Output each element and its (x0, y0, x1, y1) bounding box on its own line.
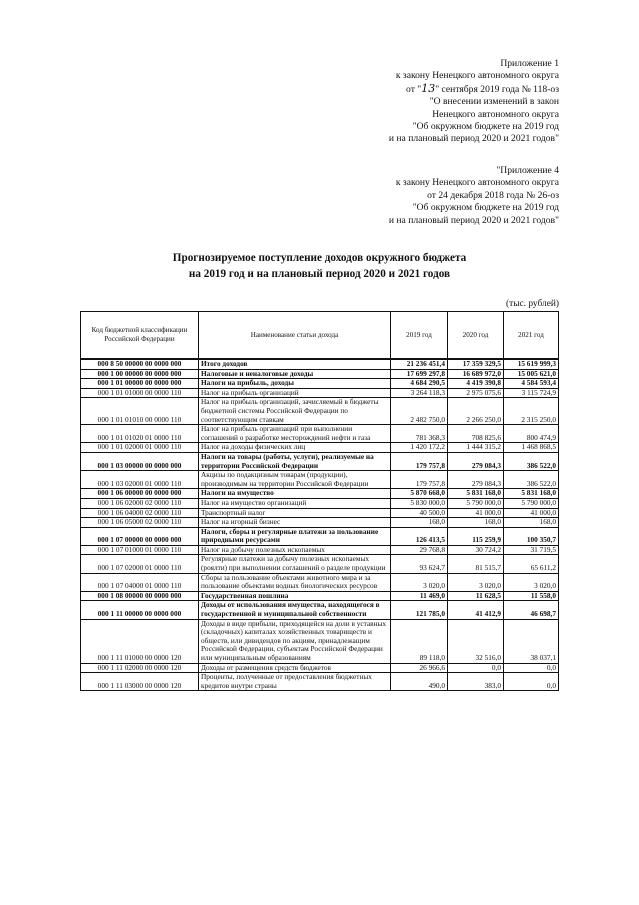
row-name: Налог на прибыль организаций, зачисляемый в бюджеты бюджетной системы Российской Федерации по соответствующим ставкам (199, 398, 391, 425)
row-2020: 279 084,3 (448, 471, 504, 489)
row-2019: 21 236 451,4 (391, 359, 448, 369)
annex-4-line4: "Об окружном бюджете на 2019 год (412, 202, 559, 214)
row-code: 000 1 07 02000 01 0000 110 (81, 555, 199, 573)
row-name: Налог на прибыль организаций (199, 388, 391, 398)
row-code: 000 1 01 02000 01 0000 110 (81, 443, 199, 453)
table-row (81, 518, 559, 528)
row-code: 000 1 11 03000 00 0000 120 (81, 673, 199, 691)
annex-4-line1: "Приложение 4 (496, 165, 559, 176)
annex-4-block (389, 165, 559, 227)
row-2019: 490,0 (391, 673, 448, 691)
row-code: 000 1 06 00000 00 0000 000 (81, 489, 199, 499)
table-row (81, 498, 559, 508)
row-2020: 1 444 315,2 (448, 443, 504, 453)
table-row (81, 573, 559, 591)
row-code: 000 1 06 05000 02 0000 110 (81, 518, 199, 528)
row-2020: 11 628,5 (448, 591, 504, 601)
row-name: Налог на прибыль организаций при выполнении соглашений о разработке месторождений нефти и газа (199, 425, 391, 443)
table-row (81, 379, 559, 389)
row-name: Налоги на товары (работы, услуги), реализуемые на территории Российской Федерации (199, 452, 391, 470)
row-2019: 179 757,8 (391, 471, 448, 489)
row-2020: 30 724,2 (448, 545, 504, 555)
annex-1-line6: "Об окружном бюджете на 2019 год (412, 121, 559, 133)
row-2020: 115 259,9 (448, 527, 504, 545)
row-name: Регулярные платежи за добычу полезных ископаемых (роялти) при выполнении соглашений о разделе продукции (199, 555, 391, 573)
row-2019: 93 624,7 (391, 555, 448, 573)
annex-1-line4: "О внесении изменений в закон (429, 96, 559, 108)
row-2019: 40 500,0 (391, 508, 448, 518)
row-2020: 708 825,6 (448, 425, 504, 443)
annex-1-date-suffix: " сентября 2019 года № 118-оз (435, 83, 559, 95)
row-2020: 0,0 (448, 663, 504, 673)
annex-1-line1: Приложение 1 (500, 58, 559, 69)
row-2021: 65 611,2 (504, 555, 559, 573)
row-name: Доходы в виде прибыли, приходящейся на доли в уставных (складочных) капиталах хозяйственных товариществ и обществ, или дивидендов по акциям, принадлежащим Российской Федерации, субъектам Российской Федерации или муниципальным образованиям (199, 619, 391, 663)
row-name: Налог на добычу полезных ископаемых (199, 545, 391, 555)
row-2019: 89 118,0 (391, 619, 448, 663)
row-2021: 100 350,7 (504, 527, 559, 545)
row-name: Налоги на имущество (199, 489, 391, 499)
header-code: Код бюджетной классификации Российской Федерации (81, 312, 199, 360)
row-2020: 3 020,0 (448, 573, 504, 591)
units-label: (тыс. рублей) (505, 299, 559, 309)
row-code: 000 1 08 00000 00 0000 000 (81, 591, 199, 601)
row-2021: 38 037,1 (504, 619, 559, 663)
table-row (81, 359, 559, 369)
table-row (81, 527, 559, 545)
row-name: Налог на игорный бизнес (199, 518, 391, 528)
row-name: Налог на имущество организаций (199, 498, 391, 508)
row-2019: 3 020,0 (391, 573, 448, 591)
row-code: 000 1 03 00000 00 0000 000 (81, 452, 199, 470)
row-2020: 41 412,9 (448, 601, 504, 619)
row-2019: 1 420 172,2 (391, 443, 448, 453)
row-2021: 386 522,0 (504, 471, 559, 489)
handwritten-day: 13 (421, 81, 436, 95)
row-code: 000 1 06 04000 02 0000 110 (81, 508, 199, 518)
row-name: Налоги на прибыль, доходы (199, 379, 391, 389)
annex-1-line7: и на плановый период 2020 и 2021 годов" (388, 133, 559, 145)
row-2019: 4 684 290,5 (391, 379, 448, 389)
table-row (81, 619, 559, 663)
row-2020: 2 975 075,6 (448, 388, 504, 398)
row-code: 000 1 07 01000 01 0000 110 (81, 545, 199, 555)
row-2019: 17 699 297,8 (391, 369, 448, 379)
row-2020: 32 516,0 (448, 619, 504, 663)
row-2019: 29 768,8 (391, 545, 448, 555)
row-2021: 800 474,9 (504, 425, 559, 443)
table-body (81, 359, 559, 691)
row-name: Налоговые и неналоговые доходы (199, 369, 391, 379)
row-2021: 0,0 (504, 673, 559, 691)
document-title (0, 250, 639, 282)
annex-1-line5: Ненецкого автономного округа (432, 108, 559, 120)
table-row (81, 398, 559, 425)
header-2019: 2019 год (391, 312, 448, 360)
row-name: Доходы от использования имущества, находящегося в государственной и муниципальной собственности (199, 601, 391, 619)
table-row (81, 443, 559, 453)
annex-1-block (389, 58, 559, 146)
row-name: Налоги, сборы и регулярные платежи за пользование природными ресурсами (199, 527, 391, 545)
row-2021: 15 005 621,0 (504, 369, 559, 379)
table-row (81, 673, 559, 691)
header-name: Наименование статьи дохода (199, 312, 391, 360)
row-2020: 41 000,0 (448, 508, 504, 518)
row-2020: 2 266 250,0 (448, 398, 504, 425)
table-header-row (81, 312, 559, 360)
table-row (81, 471, 559, 489)
row-2019: 26 966,6 (391, 663, 448, 673)
row-2020: 17 359 329,5 (448, 359, 504, 369)
annex-1-date-prefix: от " (406, 83, 422, 95)
row-2021: 11 558,0 (504, 591, 559, 601)
row-code: 000 1 01 01010 00 0000 110 (81, 398, 199, 425)
annex-1-line2: к закону Ненецкого автономного округа (395, 70, 559, 82)
row-code: 000 1 07 04000 01 0000 110 (81, 573, 199, 591)
table-row (81, 452, 559, 470)
row-2020: 81 515,7 (448, 555, 504, 573)
document-title-line2: на 2019 год и на плановый период 2020 и 2021 годов (188, 268, 451, 280)
row-2021: 4 584 593,4 (504, 379, 559, 389)
row-code: 000 1 01 00000 00 0000 000 (81, 379, 199, 389)
table-row (81, 555, 559, 573)
annex-1-line3 (389, 83, 559, 96)
row-2021: 386 522,0 (504, 452, 559, 470)
row-code: 000 1 11 01000 00 0000 120 (81, 619, 199, 663)
row-2020: 279 084,3 (448, 452, 504, 470)
table-row (81, 425, 559, 443)
row-2019: 2 482 750,0 (391, 398, 448, 425)
row-name: Налог на доходы физических лиц (199, 443, 391, 453)
row-2021: 3 020,0 (504, 573, 559, 591)
row-2021: 31 719,5 (504, 545, 559, 555)
row-name: Государственная пошлина (199, 591, 391, 601)
row-name: Акцизы по подакцизным товарам (продукции), производимым на территории Российской Федерации (199, 471, 391, 489)
row-2021: 1 468 868,5 (504, 443, 559, 453)
table-row (81, 601, 559, 619)
table-row (81, 489, 559, 499)
annex-4-line3: от 24 декабря 2018 года № 26-оз (427, 189, 559, 201)
row-2021: 2 315 250,0 (504, 398, 559, 425)
row-name: Сборы за пользование объектами животного мира и за пользование объектами водных биологических ресурсов (199, 573, 391, 591)
row-code: 000 1 07 00000 00 0000 000 (81, 527, 199, 545)
row-2020: 383,0 (448, 673, 504, 691)
row-2019: 11 469,0 (391, 591, 448, 601)
row-2021: 41 000,0 (504, 508, 559, 518)
row-2019: 168,0 (391, 518, 448, 528)
row-2020: 5 831 168,0 (448, 489, 504, 499)
header-2021: 2021 год (504, 312, 559, 360)
row-code: 000 1 11 00000 00 0000 000 (81, 601, 199, 619)
row-2020: 4 419 390,8 (448, 379, 504, 389)
row-2019: 121 785,0 (391, 601, 448, 619)
row-2021: 5 831 168,0 (504, 489, 559, 499)
revenue-table (80, 311, 559, 691)
row-code: 000 1 06 02000 02 0000 110 (81, 498, 199, 508)
row-name: Итого доходов (199, 359, 391, 369)
row-2019: 179 757,8 (391, 452, 448, 470)
row-code: 000 1 01 01000 00 0000 110 (81, 388, 199, 398)
row-2020: 5 790 000,0 (448, 498, 504, 508)
row-name: Доходы от размещения средств бюджетов (199, 663, 391, 673)
row-2021: 46 698,7 (504, 601, 559, 619)
annex-4-line5: и на плановый период 2020 и 2021 годов" (388, 214, 559, 226)
row-2020: 16 689 972,0 (448, 369, 504, 379)
row-code: 000 1 00 00000 00 0000 000 (81, 369, 199, 379)
row-2019: 5 870 668,0 (391, 489, 448, 499)
row-2019: 5 830 000,0 (391, 498, 448, 508)
row-2019: 781 368,3 (391, 425, 448, 443)
header-2020: 2020 год (448, 312, 504, 360)
row-name: Проценты, полученные от предоставления бюджетных кредитов внутри страны (199, 673, 391, 691)
row-2019: 126 413,5 (391, 527, 448, 545)
row-code: 000 8 50 00000 00 0000 000 (81, 359, 199, 369)
row-code: 000 1 11 02000 00 0000 120 (81, 663, 199, 673)
row-2021: 3 115 724,9 (504, 388, 559, 398)
row-2021: 168,0 (504, 518, 559, 528)
row-name: Транспортный налог (199, 508, 391, 518)
row-code: 000 1 03 02000 01 0000 110 (81, 471, 199, 489)
row-2020: 168,0 (448, 518, 504, 528)
row-2021: 5 790 000,0 (504, 498, 559, 508)
row-2021: 0,0 (504, 663, 559, 673)
row-code: 000 1 01 01020 01 0000 110 (81, 425, 199, 443)
row-2021: 15 619 999,3 (504, 359, 559, 369)
document-title-line1: Прогнозируемое поступление доходов окружного бюджета (172, 252, 467, 264)
row-2019: 3 264 118,3 (391, 388, 448, 398)
annex-4-line2: к закону Ненецкого автономного округа (395, 177, 559, 189)
